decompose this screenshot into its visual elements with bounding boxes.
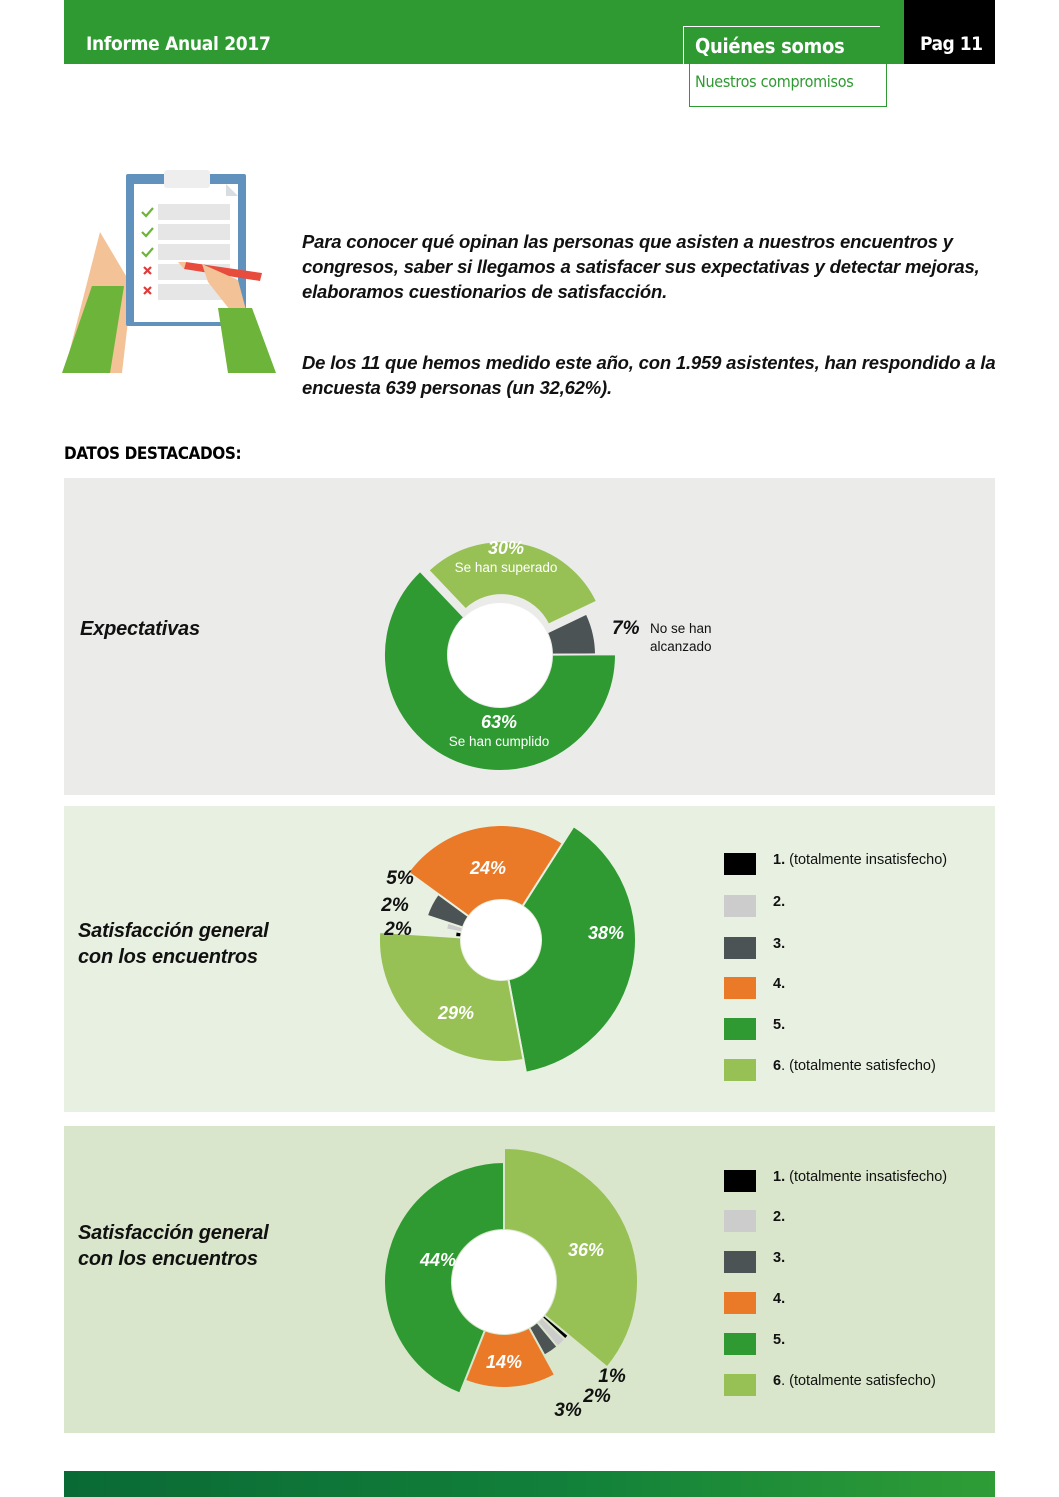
legend-swatch <box>724 1333 756 1355</box>
legend-swatch <box>724 853 756 875</box>
legend-label: 2. <box>773 894 786 910</box>
donut-hole <box>452 1230 556 1334</box>
donut-hole <box>461 900 541 980</box>
satisfaccion-donut-chart-1 <box>376 826 646 1076</box>
legend-swatch <box>724 937 756 959</box>
data-label-2: 2% <box>384 919 412 940</box>
legend-label: 1. (totalmente insatisfecho) <box>773 1169 948 1185</box>
data-label-29: 29% <box>437 1003 475 1023</box>
legend-swatch <box>724 1210 756 1232</box>
legend-label: 3. <box>773 1250 786 1266</box>
section-title[interactable]: Quiénes somos <box>695 34 845 58</box>
legend-label: 6. (totalmente satisfecho) <box>773 1058 936 1074</box>
data-label-3: 3% <box>554 1400 582 1421</box>
slice-category-label: Se han superado <box>454 560 558 575</box>
legend-swatch <box>724 1018 756 1040</box>
data-label-2: 2% <box>381 895 409 916</box>
legend-swatch <box>724 1374 756 1396</box>
panel-label-satisfaccion-1: Satisfacción general con los encuentros <box>78 920 269 968</box>
data-label-38: 38% <box>587 923 625 943</box>
expectativas-donut-chart <box>380 530 740 775</box>
legend-swatch <box>724 895 756 917</box>
data-label-36: 36% <box>567 1240 605 1260</box>
legend-label: 5. <box>773 1017 786 1033</box>
data-label-1: 1% <box>598 1366 626 1387</box>
page-number: Pag 11 <box>920 33 983 55</box>
legend-swatch <box>724 1059 756 1081</box>
legend-label: 6. (totalmente satisfecho) <box>773 1373 936 1389</box>
data-label-44: 44% <box>419 1250 457 1270</box>
data-label-24: 24% <box>469 858 507 878</box>
legend-swatch <box>724 1251 756 1273</box>
donut-hole <box>448 603 552 707</box>
legend-swatch <box>724 1170 756 1192</box>
data-label-2: 2% <box>583 1386 611 1407</box>
subsection-title[interactable]: Nuestros compromisos <box>695 72 854 91</box>
footer-bar <box>64 1471 995 1497</box>
legend-label: 5. <box>773 1332 786 1348</box>
intro-paragraph-1: Para conocer qué opinan las personas que asisten a nuestros encuentros y congresos, saber si llegamos a satisfacer sus expectativas y detectar mejoras, elaboramos cuestionarios de satisfacción. <box>302 231 980 302</box>
data-label-14: 14% <box>485 1352 523 1372</box>
intro-paragraph-2: De los 11 que hemos medido este año, con 1.959 asistentes, han respondido a la encuesta 639 personas (un 32,62%). <box>302 352 996 398</box>
data-label-30: 30% <box>487 538 525 558</box>
legend-swatch <box>724 977 756 999</box>
highlights-heading: DATOS DESTACADOS: <box>64 444 242 464</box>
panel-label-satisfaccion-2: Satisfacción general con los encuentros <box>78 1222 269 1270</box>
panel-label-expectativas: Expectativas <box>80 618 200 640</box>
clipboard-clip-icon <box>164 170 210 188</box>
slice-category-label: Se han cumplido <box>448 734 550 749</box>
legend-label: 3. <box>773 936 786 952</box>
report-title: Informe Anual 2017 <box>86 33 271 55</box>
right-sleeve-icon <box>218 308 276 373</box>
clipboard-checklist-illustration <box>62 170 280 376</box>
legend-swatch <box>724 1292 756 1314</box>
slice-category-label: No se han alcanzado <box>650 621 712 654</box>
legend-label: 4. <box>773 976 786 992</box>
legend-label: 1. (totalmente insatisfecho) <box>773 852 948 868</box>
legend-label: 4. <box>773 1291 786 1307</box>
satisfaccion-donut-chart-2 <box>376 1140 646 1425</box>
legend-label: 2. <box>773 1209 786 1225</box>
data-label-7: 7% <box>612 618 640 639</box>
data-label-5: 5% <box>386 868 414 889</box>
data-label-63: 63% <box>480 712 518 732</box>
